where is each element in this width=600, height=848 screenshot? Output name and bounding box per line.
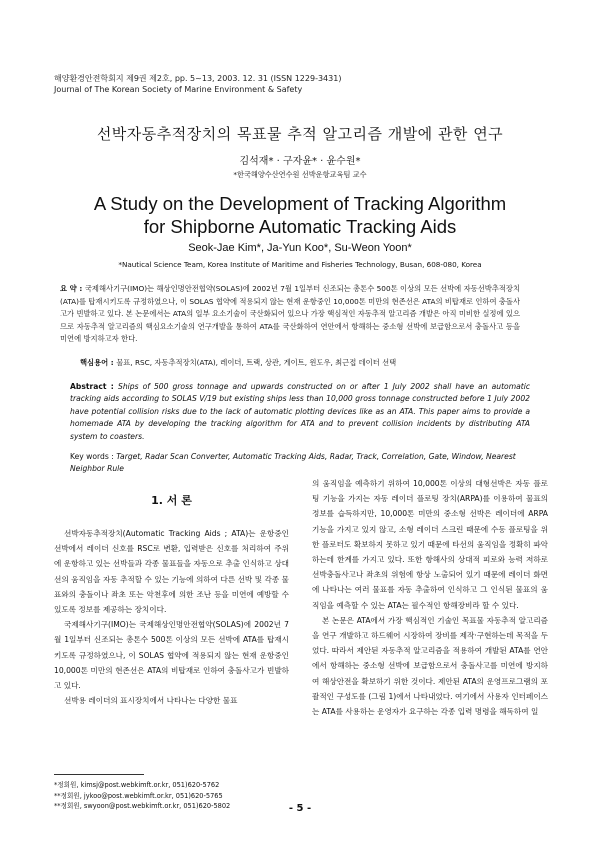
body-paragraph: 선박용 레이더의 표시장치에서 나타나는 다양한 물표 — [64, 696, 238, 706]
abstract-korean-label: 요 약 : — [60, 284, 85, 293]
body-paragraph: 선박자동추적장치(Automatic Tracking Aids ; ATA)는 운항중인 선박에서 레이더 신호를 RSC로 변환, 입력받은 신호를 처리하여 주위에 운항하고 있는 선박들과 각종 물표들을 자동으로 추출 인식하고 상대선의 움직임을 자동 추적할 수 있는 기능에 의하여 다른 선박 및 각종 물표와의 충돌이나 좌초 또는 악천후에 의한 조난 등을 미연에 예방할 수 있도록 정보를 제공하는 장치이다. — [54, 529, 289, 615]
footnote-item: **정회원, swyoon@post.webkimft.or.kr, 051)620-5802 — [54, 802, 231, 810]
body-paragraph: 의 움직임을 예측하기 위하여 10,000톤 이상의 대형선박은 자동 플로팅 기능을 가지는 자동 레이더 플로팅 장치(ARPA)를 이용하여 물표의 정보를 습득하지만, 10,000톤 미만의 중소형 선박은 레이더에 ARPA 기능을 가지고 있지 않고, 소형 레이더 스크린 때문에 수동 플로팅을 위한 플로터도 확보하지 못하고 있기 때문에 타선의 움직임을 정확히 파악하는데 한계를 가지고 있다. 또한 항해사의 상대적 피로와 능력 저하로 선박충돌사고나 좌초의 위험에 항상 노출되어 있기 때문에 레이더 화면에 나타나는 여러 물표를 자동 추출하여 인식하고 그 인식된 물표의 움직임을 예측할 수 있는 ATA는 필수적인 항해장비라 할 수 있다. — [312, 479, 548, 610]
affiliation-english: *Nautical Science Team, Korea Institute of Maritime and Fisheries Technology, Busan, 608-080, Korea — [118, 260, 482, 269]
keywords-korean-text: 물표, RSC, 자동추적장치(ATA), 레이더, 트랙, 상관, 게이트, 윈도우, 최근접 데이터 선택 — [116, 358, 397, 367]
footnote-item: **정회원, jykoo@post.webkimft.or.kr, 051)620-5765 — [54, 791, 223, 800]
keywords-korean — [80, 358, 396, 368]
keywords-english-label: Key words : — [70, 452, 117, 461]
journal-header-line1: 해양환경안전학회지 제9권 제2호, pp. 5~13, 2003. 12. 31 (ISSN 1229-3431) — [54, 74, 342, 83]
right-column-body — [312, 476, 548, 719]
authors-english: Seok-Jae Kim*, Ja-Yun Koo*, Su-Weon Yoon* — [188, 242, 412, 254]
section-1-title: 1. 서 론 — [151, 494, 192, 507]
abstract-english — [70, 381, 530, 443]
abstract-english-label: Abstract : — [70, 382, 119, 391]
paper-title-english-line1: A Study on the Development of Tracking Algorithm — [93, 193, 507, 214]
affiliation-korean: *한국해양수산연수원 선박운항교육팀 교수 — [233, 170, 367, 179]
left-column-body — [54, 526, 289, 708]
keywords-english-text: Target, Radar Scan Converter, Automatic Tracking Aids, Radar, Track, Correlation, Gate, Window, Nearest Neighbor Rule — [70, 452, 516, 474]
abstract-korean-text: 국제해사기구(IMO)는 해상인명안전협약(SOLAS)에 2002년 7월 1일부터 신조되는 총톤수 500톤 이상의 모든 선박에 자동선박추적장치(ATA)를 탑재시키도록 규정하였으나, 이 SOLAS 협약에 적용되지 않는 현재 운항중인 10,000톤 미만의 현존선은 ATA의 비탑재로 인하여 충돌사고가 빈발하고 있다. 본 논문에서는 ATA의 일부 요소기술이 국산화되어 있으나 가장 핵심적인 자동추적 알고리즘 개발은 아직 미비한 실정에 있으므로 자동추적 알고리즘의 핵심요소기술의 연구개발을 통하여 ATA를 국산화하여 연안에서 항해하는 중소형 선박에 보급함으로서 충돌사고 등을 미연에 방지하고자 한다. — [60, 284, 520, 344]
body-paragraph: 국제해사기구(IMO)는 국제해상인명안전협약(SOLAS)에 2002년 7월 1일부터 신조되는 총톤수 500톤 이상의 모든 선박에 ATA를 탑재시키도록 규정하였으나, 이 SOLAS 협약에 적용되지 않는 현재 운항중인 10,000톤 미만의 현존선은 ATA의 비탑재로 인하여 충돌사고가 빈발하고 있다. — [54, 620, 289, 691]
authors-korean: 김석재* · 구자윤* · 윤수원* — [239, 156, 361, 167]
keywords-english — [70, 451, 530, 476]
paper-title-english-line2: for Shipborne Automatic Tracking Aids — [143, 216, 457, 237]
body-paragraph: 본 논문은 ATA에서 가장 핵심적인 기술인 목표물 자동추적 알고리즘을 연구 개발하고 하드웨어 시장하여 장비를 제작·구현하는데 목적을 두었다. 따라서 제안된 자동추적 알고리즘을 적용하여 개발된 ATA를 연안에서 항해하는 중소형 선박에 보급함으로서 충돌사고를 미연에 방지하여 해상안전을 확보하기 위한 것이다. 제안된 ATA의 운영프로그램의 포괄적인 구성도를 (그림 1)에서 나타내었다. 여기에서 사용자 인터페이스는 ATA를 사용하는 운영자가 요구하는 각종 입력 명령을 해독하여 일 — [312, 615, 548, 717]
abstract-english-text: Ships of 500 gross tonnage and upwards constructed on or after 1 July 2002 shall have an automatic tracking aids according to SOLAS V/19 but existing ships less than 10,000 gross tonnage constructed before 1 July 2002 have potential collision risks due to the lack of automatic plotting devices like as an ATA. This paper aims to provide a homemade ATA by developing the tracking algorithm for ATA and to prevent collision incidents by distributing ATA system to coasters. — [70, 382, 531, 441]
footnote-divider — [54, 774, 144, 775]
abstract-korean — [60, 283, 520, 346]
paper-title-korean: 선박자동추적장치의 목표물 추적 알고리즘 개발에 관한 연구 — [96, 125, 504, 143]
footnote-item: *정회원, kimsj@post.webkimft.or.kr, 051)620-5762 — [54, 781, 220, 789]
keywords-korean-label: 핵심용어 : — [80, 358, 117, 367]
journal-header-line2: Journal of The Korean Society of Marine Environment & Safety — [54, 85, 303, 94]
page-number: - 5 - — [288, 803, 312, 814]
